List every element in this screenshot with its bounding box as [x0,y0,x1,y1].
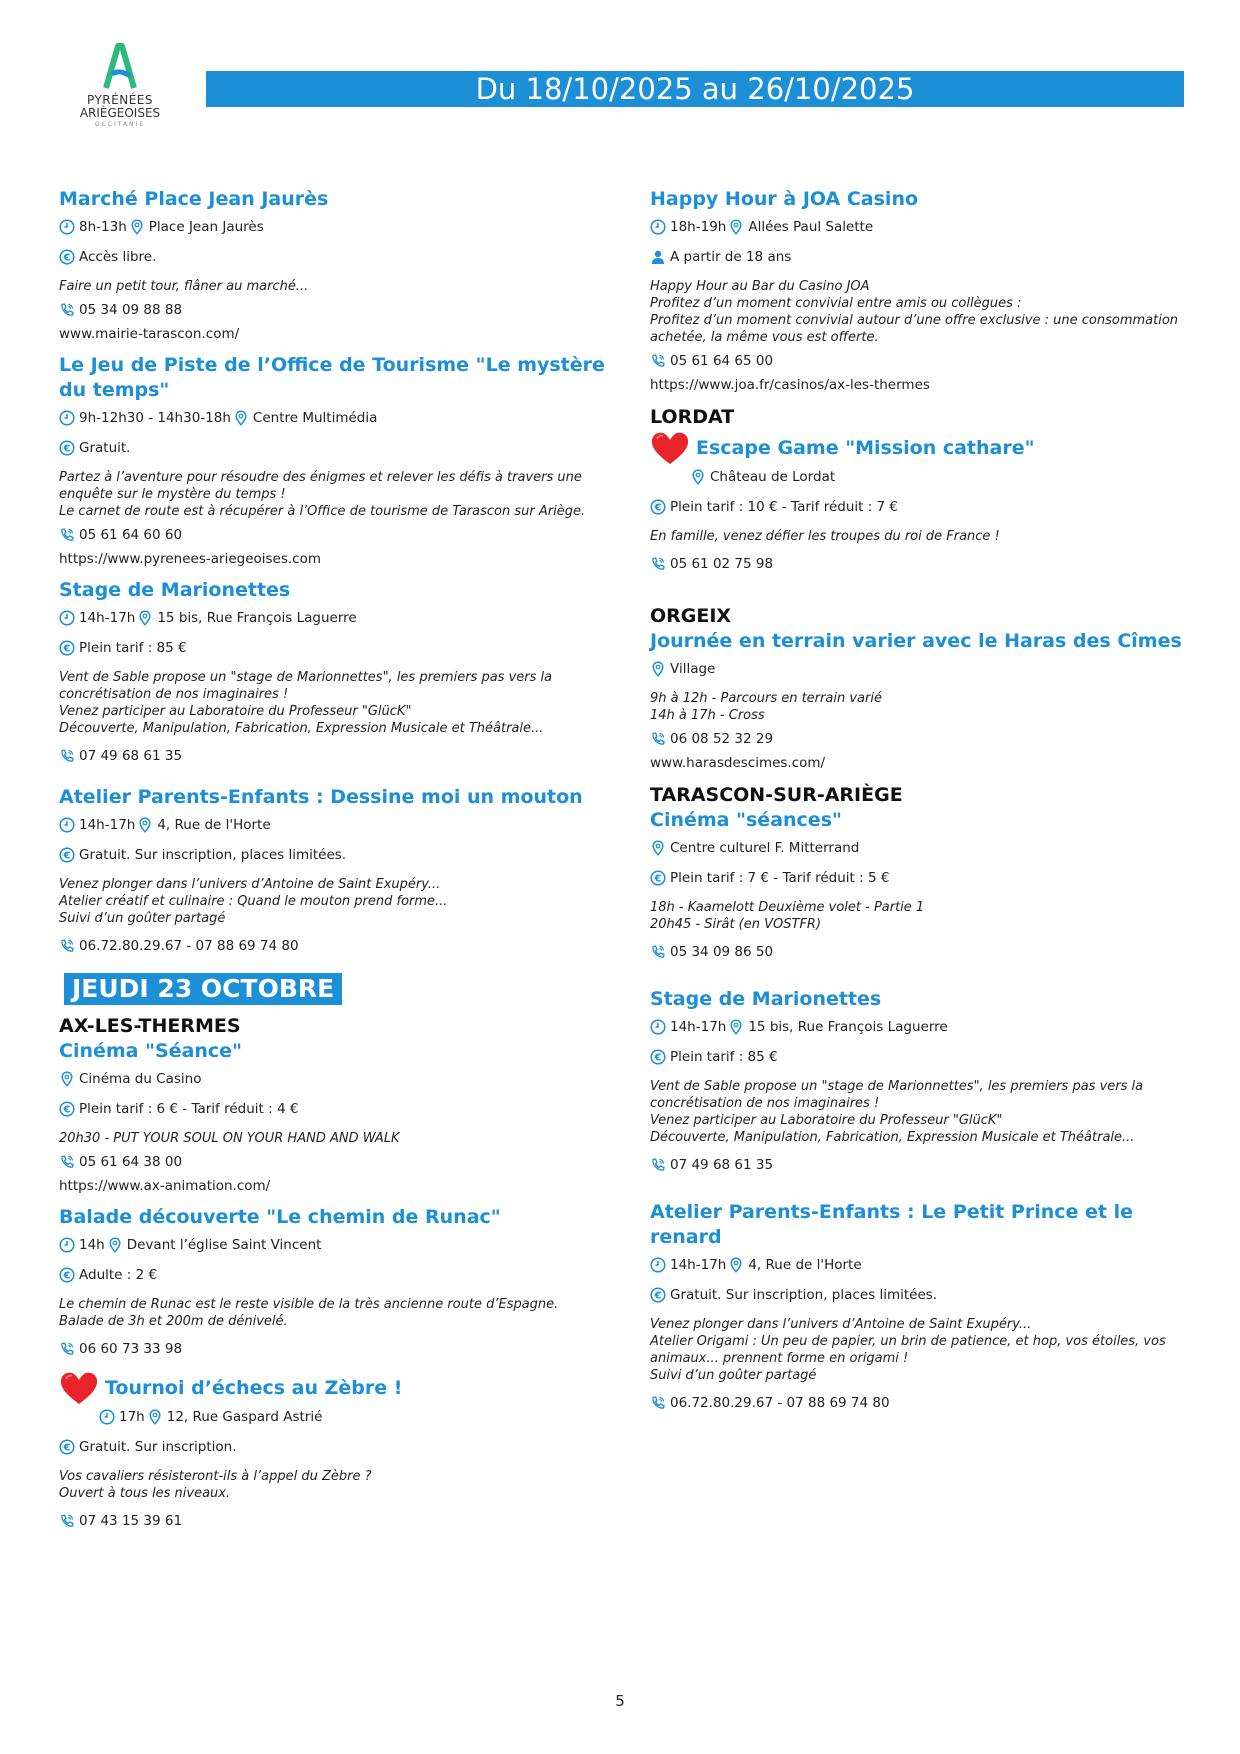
pin-icon [690,469,706,485]
phone-icon [59,1154,75,1170]
euro-icon [59,1101,75,1117]
pin-icon [147,1409,163,1425]
event-description: En famille, venez défier les troupes du roi de France ! [650,529,1000,544]
event-title: Balade découverte "Le chemin de Runac" [59,1206,501,1228]
event-title: Journée en terrain varier avec le Haras des Cîmes [650,630,1182,652]
event-time: 14h-17h [79,817,136,833]
euro-icon [650,1049,666,1065]
event-stage-marionettes [59,578,619,765]
logo-mark-icon [100,40,140,92]
pin-icon [728,1257,744,1273]
heart-icon [650,430,690,466]
desc-line: Vent de Sable propose un "stage de Marionnettes", les premiers pas vers la concrétisation de nos imaginaires ! [59,670,553,702]
event-phone: 05 61 02 75 98 [670,556,774,572]
clock-icon [650,219,666,235]
event-title: Atelier Parents-Enfants : Le Petit Prince et le renard [650,1201,1133,1248]
desc-line: Venez plonger dans l’univers d’Antoine de Saint Exupéry... [59,877,441,892]
heart-icon [59,1370,99,1406]
event-stage-marionettes-2 [650,987,1210,1174]
event-place: Place Jean Jaurès [148,219,264,235]
event-phone: 05 34 09 86 50 [670,944,774,960]
event-price: Gratuit. Sur inscription, places limitées. [79,847,347,863]
town-heading: ORGEIX [650,605,732,627]
desc-line: Suivi d’un goûter partagé [650,1368,817,1383]
event-price: Plein tarif : 6 € - Tarif réduit : 4 € [79,1101,299,1117]
event-url[interactable]: https://www.ax-animation.com/ [59,1178,271,1194]
phone-icon [650,556,666,572]
pin-icon [728,1019,744,1035]
event-time: 18h-19h [670,219,727,235]
desc-line: Partez à l’aventure pour résoudre des énigmes et relever les défis à travers une enquête sur le mystère du temps ! [59,470,582,502]
event-url[interactable]: www.harasdescimes.com/ [650,755,826,771]
event-phone: 06 08 52 32 29 [670,731,774,747]
event-phone: 05 61 64 38 00 [79,1154,183,1170]
clock-icon [650,1019,666,1035]
desc-line: Profitez d’un moment convivial entre amis ou collègues : [650,296,1022,311]
event-time: 14h-17h [670,1019,727,1035]
brand-line2: ARIÈGEOISES [79,106,161,120]
euro-icon [59,640,75,656]
desc-line: Ouvert à tous les niveaux. [59,1486,231,1501]
desc-line: Atelier Origami : Un peu de papier, un brin de patience, et hop, vos étoiles, vos animaux... prennent forme en origami ! [650,1334,1166,1366]
event-phone: 06.72.80.29.67 - 07 88 69 74 80 [79,938,299,954]
event-atelier-mouton [59,785,619,955]
right-column [650,187,1210,1424]
event-url[interactable]: https://www.pyrenees-ariegeoises.com [59,551,322,567]
event-happy-hour [650,187,1210,394]
event-phone: 07 49 68 61 35 [79,748,183,764]
event-price: Plein tarif : 7 € - Tarif réduit : 5 € [670,870,890,886]
desc-line: Découverte, Manipulation, Fabrication, Expression Musicale et Théâtrale... [650,1130,1135,1145]
event-title: Marché Place Jean Jaurès [59,188,329,210]
event-description [650,690,1210,724]
event-place: Château de Lordat [710,469,836,485]
event-title: Stage de Marionettes [59,579,291,601]
pin-icon [59,1071,75,1087]
event-price: Adulte : 2 € [79,1267,158,1283]
person-icon [650,249,666,265]
desc-line: Découverte, Manipulation, Fabrication, Expression Musicale et Théâtrale... [59,721,544,736]
event-time: 14h-17h [670,1257,727,1273]
phone-icon [650,731,666,747]
town-heading: TARASCON-SUR-ARIÈGE [650,784,903,806]
town-heading: LORDAT [650,406,735,428]
clock-icon [650,1257,666,1273]
event-title: Atelier Parents-Enfants : Dessine moi un mouton [59,786,583,808]
pin-icon [129,219,145,235]
event-description [59,469,619,520]
desc-line: Happy Hour au Bar du Casino JOA [650,279,870,294]
event-price: Plein tarif : 10 € - Tarif réduit : 7 € [670,499,899,515]
euro-icon [650,870,666,886]
desc-line: Le chemin de Runac est le reste visible de la très ancienne route d’Espagne. [59,1297,559,1312]
phone-icon [59,1341,75,1357]
euro-icon [650,499,666,515]
event-description: Faire un petit tour, flâner au marché... [59,279,309,294]
event-place: 4, Rue de l'Horte [157,817,271,833]
event-haras-cimes [650,629,1210,772]
event-place: Centre culturel F. Mitterrand [670,840,860,856]
clock-icon [59,219,75,235]
event-description [59,876,619,927]
event-place: 15 bis, Rue François Laguerre [748,1019,948,1035]
desc-line: 14h à 17h - Cross [650,708,765,723]
event-price: Plein tarif : 85 € [79,640,187,656]
date-range-banner: Du 18/10/2025 au 26/10/2025 [206,71,1184,107]
euro-icon [59,1267,75,1283]
event-atelier-petit-prince [650,1200,1210,1412]
event-age: A partir de 18 ans [670,249,792,265]
event-cinema-ax [59,1039,619,1195]
event-phone: 06 60 73 33 98 [79,1341,183,1357]
day-heading: JEUDI 23 OCTOBRE [64,973,342,1005]
event-jeu-de-piste [59,353,619,568]
event-description [650,1316,1210,1384]
brand-line3: OCCITANIE [94,121,146,128]
desc-line: Vos cavaliers résisteront-ils à l’appel du Zèbre ? [59,1469,372,1484]
event-title: Stage de Marionettes [650,988,882,1010]
event-phone: 07 49 68 61 35 [670,1157,774,1173]
event-price: Gratuit. Sur inscription, places limitées. [670,1287,938,1303]
event-time: 14h [79,1237,105,1253]
event-title: Le Jeu de Piste de l’Office de Tourisme "Le mystère du temps" [59,354,605,401]
pin-icon [728,219,744,235]
pin-icon [650,840,666,856]
desc-line: Balade de 3h et 200m de dénivelé. [59,1314,288,1329]
event-description [650,1078,1210,1146]
desc-line: 20h45 - Sirât (en VOSTFR) [650,917,822,932]
event-tournoi-echecs [59,1370,619,1530]
euro-icon [59,249,75,265]
event-place: Cinéma du Casino [79,1071,202,1087]
event-marche [59,187,619,343]
event-phone: 07 43 15 39 61 [79,1513,183,1529]
event-description [650,278,1210,346]
phone-icon [650,1395,666,1411]
desc-line: Vent de Sable propose un "stage de Marionnettes", les premiers pas vers la concrétisation de nos imaginaires ! [650,1079,1144,1111]
desc-line: Venez participer au Laboratoire du Professeur "GlücK" [650,1113,1003,1128]
euro-icon [59,440,75,456]
event-place: 15 bis, Rue François Laguerre [157,610,357,626]
event-url[interactable]: www.mairie-tarascon.com/ [59,326,240,342]
event-description: 20h30 - PUT YOUR SOUL ON YOUR HAND AND WALK [59,1131,400,1146]
event-place: 4, Rue de l'Horte [748,1257,862,1273]
event-title: Tournoi d’échecs au Zèbre ! [105,1376,403,1399]
clock-icon [59,410,75,426]
event-description [650,899,1210,933]
desc-line: 9h à 12h - Parcours en terrain varié [650,691,882,706]
event-place: Allées Paul Salette [748,219,874,235]
event-phone: 06.72.80.29.67 - 07 88 69 74 80 [670,1395,890,1411]
event-price: Gratuit. Sur inscription. [79,1439,237,1455]
event-url[interactable]: https://www.joa.fr/casinos/ax-les-thermes [650,377,930,393]
event-time: 8h-13h [79,219,127,235]
phone-icon [59,748,75,764]
event-phone: 05 61 64 60 60 [79,527,183,543]
euro-icon [59,1439,75,1455]
event-title: Happy Hour à JOA Casino [650,188,919,210]
desc-line: Le carnet de route est à récupérer à l’Office de tourisme de Tarascon sur Ariège. [59,504,586,519]
event-description [59,669,619,737]
page-number: 5 [615,1692,625,1710]
clock-icon [59,610,75,626]
event-place: Devant l’église Saint Vincent [126,1237,322,1253]
desc-line: Atelier créatif et culinaire : Quand le mouton prend forme... [59,894,448,909]
brand-logo [70,40,170,130]
clock-icon [59,1237,75,1253]
phone-icon [59,938,75,954]
left-column [59,187,619,1542]
event-description [59,1468,619,1502]
pin-icon [233,410,249,426]
brand-line1: PYRÉNÉES [87,93,153,107]
desc-line: Venez participer au Laboratoire du Professeur "GlücK" [59,704,412,719]
event-time: 14h-17h [79,610,136,626]
clock-icon [99,1409,115,1425]
pin-icon [107,1237,123,1253]
event-time: 9h-12h30 - 14h30-18h [79,410,231,426]
phone-icon [650,944,666,960]
event-price: Plein tarif : 85 € [670,1049,778,1065]
euro-icon [59,847,75,863]
clock-icon [59,817,75,833]
pin-icon [650,661,666,677]
event-place: Centre Multimédia [252,410,378,426]
pin-icon [137,817,153,833]
event-phone: 05 61 64 65 00 [670,353,774,369]
event-price: Gratuit. [79,440,131,456]
event-escape-game [650,430,1210,573]
event-price: Accès libre. [79,249,157,265]
phone-icon [650,353,666,369]
phone-icon [650,1157,666,1173]
euro-icon [650,1287,666,1303]
event-title: Cinéma "séances" [650,809,842,831]
event-place: Village [670,661,716,677]
desc-line: Venez plonger dans l’univers d’Antoine de Saint Exupéry... [650,1317,1032,1332]
phone-icon [59,1513,75,1529]
event-cinema-tarascon [650,808,1210,961]
desc-line: 18h - Kaamelott Deuxième volet - Partie 1 [650,900,925,915]
desc-line: Profitez d’un moment convivial autour d’une offre exclusive : une consommation achetée, la même vous est offerte. [650,313,1179,345]
event-title: Cinéma "Séance" [59,1040,242,1062]
event-title: Escape Game "Mission cathare" [696,436,1035,459]
event-description [59,1296,619,1330]
event-phone: 05 34 09 88 88 [79,302,183,318]
desc-line: Suivi d’un goûter partagé [59,911,226,926]
event-place: 12, Rue Gaspard Astrié [166,1409,323,1425]
event-time: 17h [119,1409,145,1425]
town-heading: AX-LES-THERMES [59,1015,241,1037]
phone-icon [59,527,75,543]
pin-icon [137,610,153,626]
event-balade-runac [59,1205,619,1358]
phone-icon [59,302,75,318]
